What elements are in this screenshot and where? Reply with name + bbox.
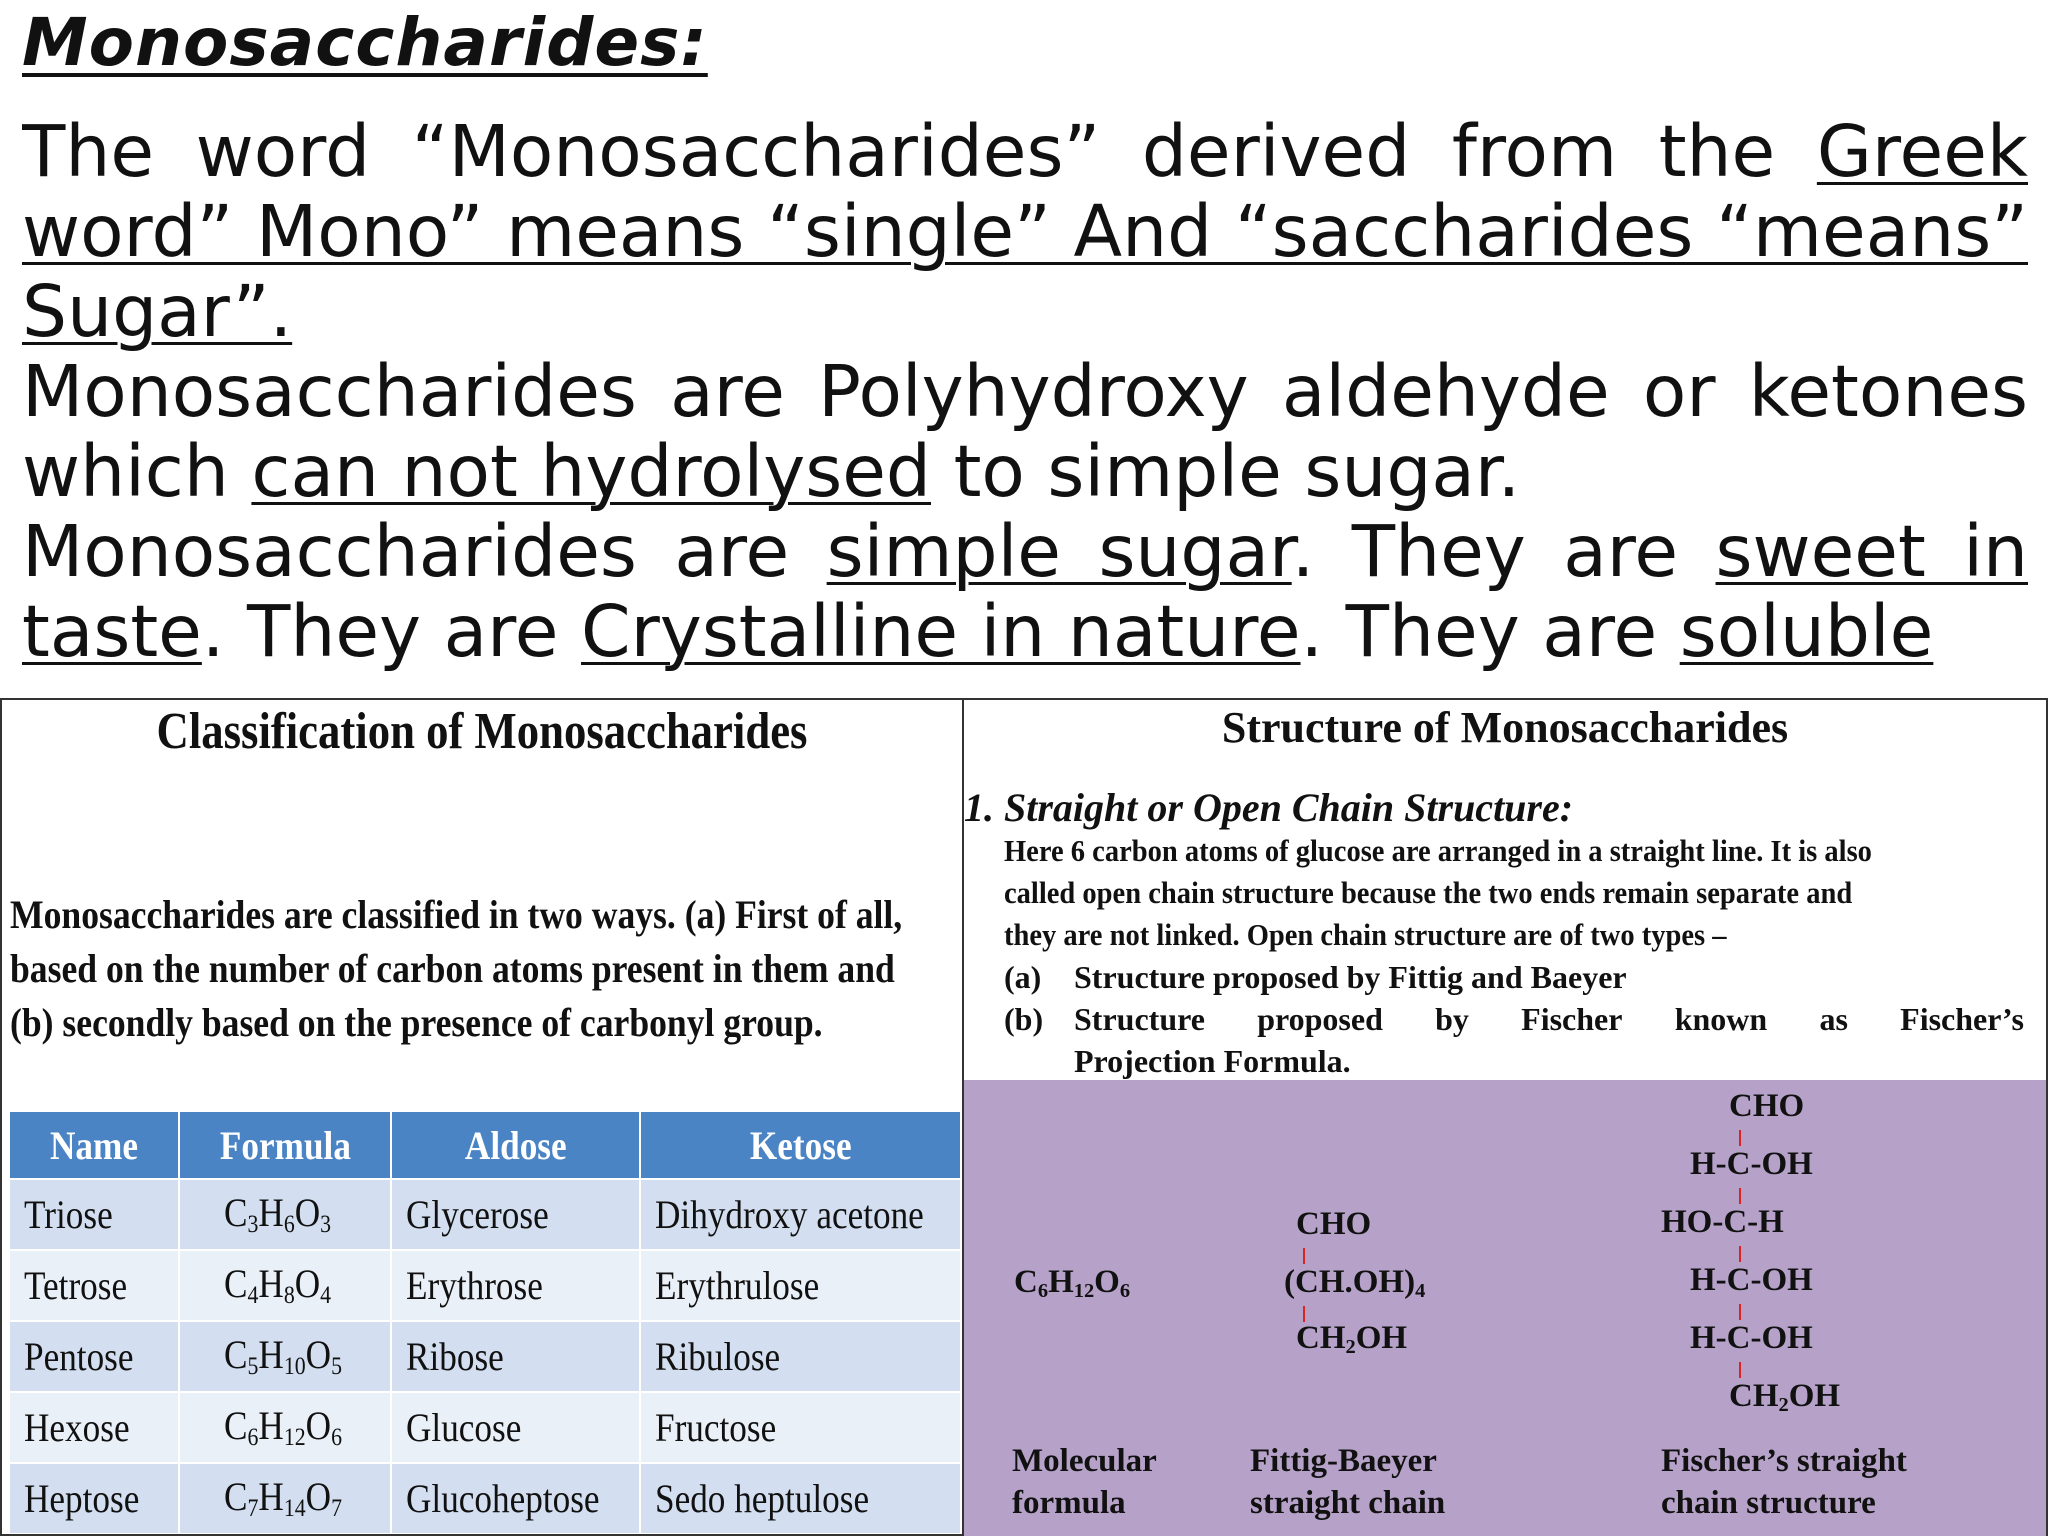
table-row [10, 1179, 961, 1250]
body-text: The word “Monosaccharides” derived from the [22, 112, 1817, 193]
body-text: . They are [201, 590, 582, 673]
label-molecular-formula: Molecular formula [1012, 1443, 1157, 1521]
slide-body [22, 112, 2028, 702]
table-row [10, 1463, 961, 1533]
label-fittig-baeyer: Fittig-Baeyer straight chain [1250, 1443, 1446, 1521]
cell-name: Tetrose [10, 1250, 179, 1321]
list-marker: (b) [1004, 1001, 1044, 1037]
fischer-line: $CH_2OH$ [1729, 1378, 1841, 1417]
classification-panel [0, 698, 964, 1536]
cell-name: Pentose [10, 1321, 179, 1392]
structure-diagram [964, 1080, 2046, 1536]
bond-line [1303, 1248, 1305, 1264]
list-text: Structure proposed by Fittig and Baeyer [1074, 959, 1627, 995]
cell-formula: $C_7H_{14}O_7$ [179, 1463, 392, 1533]
paragraph-line: called open chain structure because the two ends remain separate and [1004, 875, 1853, 910]
cell-name: Heptose [10, 1463, 179, 1533]
bond-line [1739, 1188, 1741, 1204]
fischer-line: H-C-OH [1690, 1320, 1813, 1356]
body-underlined: sweet in taste [22, 510, 2028, 673]
column-header-formula: Formula [179, 1112, 392, 1179]
description-line: (b) secondly based on the presence of carbonyl group. [10, 1000, 823, 1045]
list-text: Structure proposed by Fischer known as Fischer’s [1074, 1001, 2024, 1037]
cell-ketose: Erythrulose [640, 1250, 961, 1321]
structure-paragraph [1004, 830, 2044, 956]
body-paragraph-1 [22, 112, 2028, 352]
cell-name: Triose [10, 1179, 179, 1250]
table-header-row [10, 1112, 961, 1179]
description-line: based on the number of carbon atoms present in them and [10, 946, 895, 991]
label-fischer: Fischer’s straight chain structure [1661, 1443, 1907, 1521]
structure-title: Structure of Monosaccharides [1221, 703, 1789, 752]
cell-aldose: Ribose [391, 1321, 639, 1392]
classification-description [10, 888, 953, 1050]
body-paragraph-3 [22, 512, 2028, 672]
list-marker: (a) [1004, 959, 1042, 995]
body-text: Monosaccharides are Polyhydroxy aldehyde or ketones which [22, 350, 2028, 513]
body-text: . They are [1291, 510, 1716, 593]
slide-title: Monosaccharides: [22, 4, 708, 81]
cell-ketose: Ribulose [640, 1321, 961, 1392]
fischer-line: H-C-OH [1690, 1262, 1813, 1298]
cell-aldose: Glycerose [391, 1179, 639, 1250]
paragraph-line: they are not linked. Open chain structure are of two types – [1004, 917, 1727, 952]
body-underlined: soluble [1679, 590, 1934, 673]
list-text-continued: Projection Formula. [1074, 1043, 1351, 1079]
cell-aldose: Erythrose [391, 1250, 639, 1321]
cell-ketose: Fructose [640, 1392, 961, 1463]
molecular-formula: $C_6H_{12}O_6$ [1014, 1264, 1131, 1303]
column-header-ketose: Ketose [640, 1112, 961, 1179]
cell-formula: $C_3H_6O_3$ [179, 1179, 392, 1250]
list-item [1004, 956, 2044, 998]
cell-aldose: Glucose [391, 1392, 639, 1463]
fittig-bottom: $CH_2OH$ [1296, 1320, 1408, 1359]
fischer-line: H-C-OH [1690, 1146, 1813, 1182]
classification-title: Classification of Monosaccharides [156, 703, 808, 760]
body-underlined: can not hydrolysed [251, 430, 932, 513]
column-header-name: Name [10, 1112, 179, 1179]
bond-line [1739, 1362, 1741, 1378]
cell-name: Hexose [10, 1392, 179, 1463]
cell-formula: $C_4H_8O_4$ [179, 1250, 392, 1321]
description-line: Monosaccharides are classified in two ways. (a) First of all, [10, 892, 903, 937]
fischer-line: HO-C-H [1661, 1204, 1784, 1240]
bond-line [1739, 1130, 1741, 1146]
table-row [10, 1392, 961, 1463]
paragraph-line: Here 6 carbon atoms of glucose are arranged in a straight line. It is also [1004, 833, 1872, 868]
structure-subtitle: 1. Straight or Open Chain Structure: [964, 785, 1574, 830]
body-underlined: Greek word” Mono” means “single” And “saccharides “means” Sugar”. [22, 112, 2028, 353]
cell-formula: $C_6H_{12}O_6$ [179, 1392, 392, 1463]
column-header-aldose: Aldose [391, 1112, 639, 1179]
body-text: to simple sugar. [931, 430, 1521, 513]
cell-aldose: Glucoheptose [391, 1463, 639, 1533]
body-text: Monosaccharides are [22, 510, 827, 593]
structure-panel [964, 698, 2048, 1536]
bond-line [1739, 1304, 1741, 1320]
table-row [10, 1250, 961, 1321]
classification-table [10, 1112, 962, 1533]
cell-formula: $C_5H_{10}O_5$ [179, 1321, 392, 1392]
fittig-middle: $(CH.OH)_4$ [1284, 1264, 1426, 1303]
body-text: . They are [1300, 590, 1680, 673]
fischer-line: CHO [1729, 1088, 1805, 1124]
structure-type-list [1004, 956, 2044, 1082]
cell-ketose: Dihydroxy acetone [640, 1179, 961, 1250]
list-item [1004, 998, 2044, 1040]
body-paragraph-2 [22, 352, 2028, 512]
body-underlined: simple sugar [826, 510, 1292, 593]
bond-line [1739, 1246, 1741, 1262]
cell-ketose: Sedo heptulose [640, 1463, 961, 1533]
fittig-top: CHO [1296, 1206, 1372, 1242]
table-row [10, 1321, 961, 1392]
body-underlined: Crystalline in nature [581, 590, 1301, 673]
